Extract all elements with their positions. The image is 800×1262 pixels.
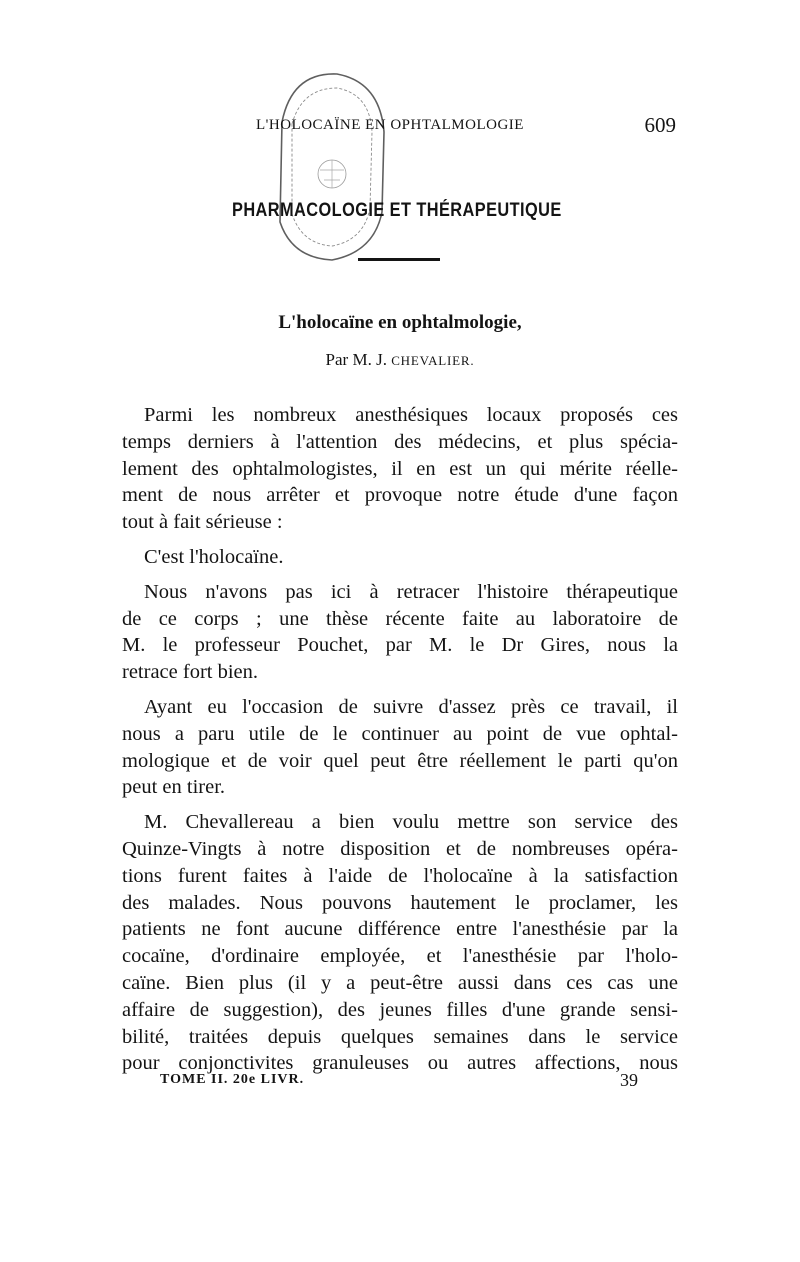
text-line: Parmi les nombreux anesthésiques locaux proposés ces bbox=[144, 404, 678, 426]
page-number: 609 bbox=[644, 113, 676, 137]
text-line: Nous n'avons pas ici à retracer l'histoire thérapeutique bbox=[144, 580, 678, 603]
text-line: pour conjonctivites granuleuses ou autres affections, nous bbox=[122, 1052, 678, 1075]
article-body bbox=[122, 402, 678, 1085]
text-line: tions furent faites à l'aide de l'holocaïne à la satisfaction bbox=[122, 864, 678, 887]
paragraph bbox=[122, 544, 678, 571]
text-line: M. le professeur Pouchet, par M. le Dr Gires, nous la bbox=[122, 634, 678, 657]
title-rule bbox=[358, 258, 440, 261]
text-line: patients ne font aucune différence entre l'anesthésie par la bbox=[122, 918, 678, 941]
running-head: L'HOLOCAÏNE EN OPHTALMOLOGIE bbox=[256, 117, 524, 133]
text-line: cocaïne, d'ordinaire employée, et l'anesthésie par l'holo- bbox=[122, 945, 678, 968]
text-line: affaire de suggestion), des jeunes filles d'une grande sensi- bbox=[122, 998, 678, 1021]
article-title: L'holocaïne en ophtalmologie, bbox=[278, 312, 522, 333]
paragraph bbox=[122, 402, 678, 536]
text-line: de ce corps ; une thèse récente faite au laboratoire de bbox=[122, 607, 678, 630]
text-line: ment de nous arrêter et provoque notre étude d'une façon bbox=[122, 484, 678, 507]
footer-signature: TOME II. 20e LIVR. bbox=[160, 1072, 305, 1087]
section-title: PHARMACOLOGIE ET THÉRAPEUTIQUE bbox=[232, 200, 562, 221]
paragraph bbox=[122, 579, 678, 686]
text-line: C'est l'holocaïne. bbox=[144, 545, 284, 568]
text-line: Ayant eu l'occasion de suivre d'assez près ce travail, il bbox=[144, 695, 678, 718]
text-line: caïne. Bien plus (il y a peut-être aussi dans ces cas une bbox=[122, 971, 678, 994]
text-line: M. Chevallereau a bien voulu mettre son service des bbox=[144, 811, 678, 834]
text-line: lement des ophtalmologistes, il en est un qui mérite réelle- bbox=[122, 457, 678, 480]
text-line: des malades. Nous pouvons hautement le proclamer, les bbox=[122, 891, 678, 914]
byline-author: CHEVALIER. bbox=[391, 353, 475, 368]
text-line: peut en tirer. bbox=[122, 776, 226, 799]
text-line: retrace fort bien. bbox=[122, 661, 259, 684]
byline-prefix: Par M. J. bbox=[325, 350, 392, 369]
text-line: temps derniers à l'attention des médecins, et plus spécia- bbox=[122, 430, 678, 453]
byline bbox=[0, 350, 800, 370]
text-line: bilité, traitées depuis quelques semaines dans le service bbox=[122, 1025, 678, 1048]
footer-sheet-number: 39 bbox=[620, 1070, 638, 1090]
paragraph bbox=[122, 809, 678, 1077]
text-line: mologique et de voir quel peut être réellement le parti qu'on bbox=[122, 749, 678, 772]
library-stamp bbox=[262, 62, 392, 272]
text-line: nous a paru utile de le continuer au point de vue ophtal- bbox=[122, 722, 678, 745]
paragraph bbox=[122, 694, 678, 801]
text-line: tout à fait sérieuse : bbox=[122, 511, 283, 534]
text-line: Quinze-Vingts à notre disposition et de nombreuses opéra- bbox=[122, 837, 678, 860]
